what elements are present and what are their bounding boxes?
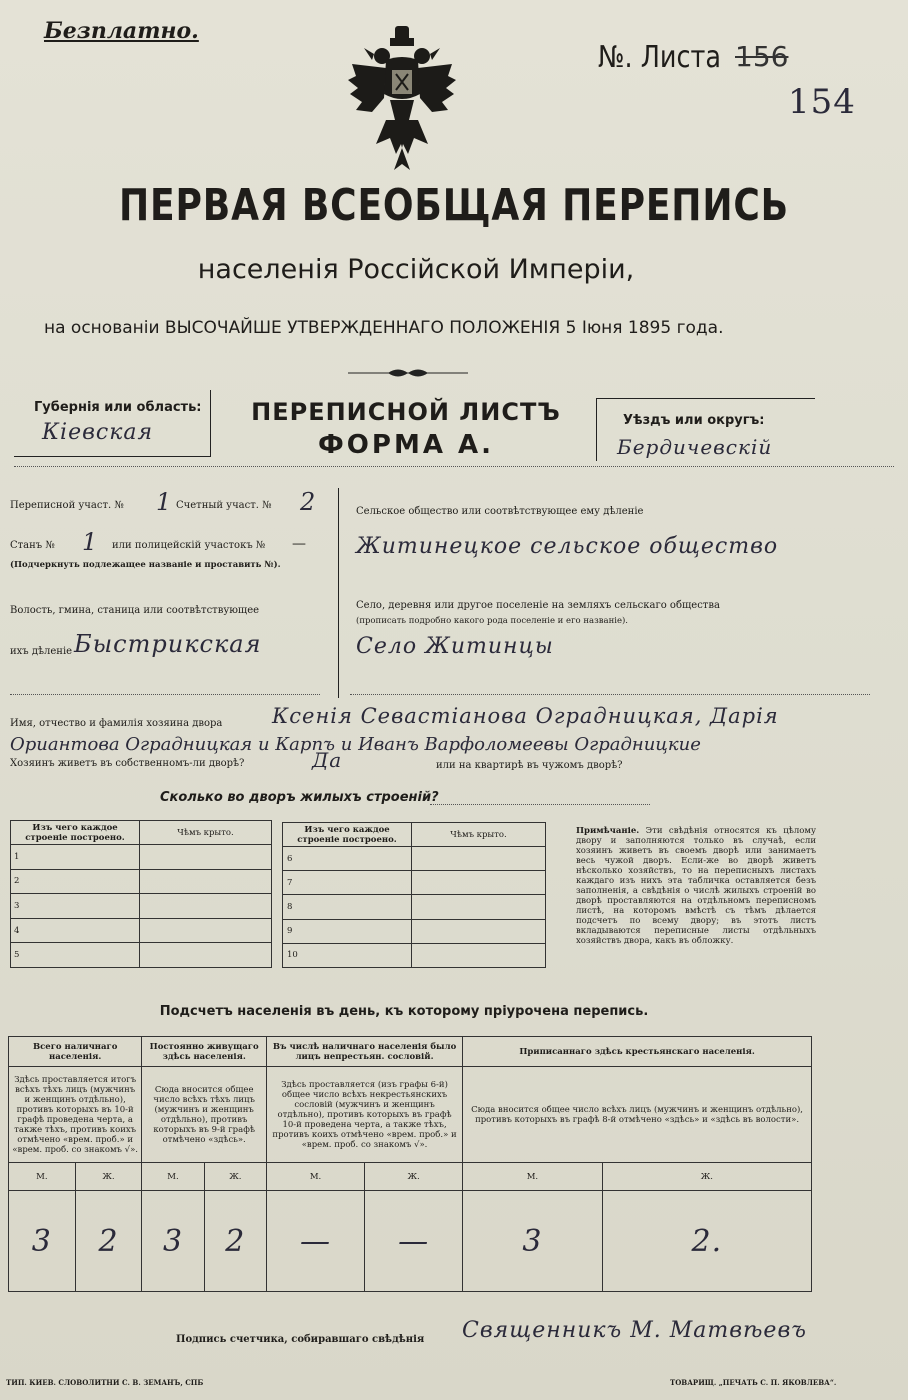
village-label: Село, деревня или другое поселеніе на земляхъ сельскаго общества: [356, 600, 720, 611]
perepisnoy-value: 1: [156, 488, 173, 516]
row-num: 4: [11, 918, 140, 943]
count-title: Подсчетъ населенія въ день, къ которому пріурочена перепись.: [159, 1004, 649, 1019]
owner-value-2: Ориантова Оградницкая и Карпъ и Иванъ Варфоломеевы Оградницкие: [10, 734, 701, 755]
form-letter: ФОРМА А.: [318, 430, 494, 460]
col1-desc: Здѣсь проставляется итогъ всѣхъ тѣхъ лицъ (мужчинъ и женщинъ отдѣльно), противъ которыхъ въ 10-й графѣ проведена черта, а также тѣхъ, противъ коихъ отмѣчено «врем. проб.» и «врем. проб. со знакомъ √».: [9, 1067, 142, 1163]
schetny-value: 2: [300, 488, 317, 516]
free-label: Безплатно.: [44, 18, 199, 44]
col3-head: Въ числѣ наличнаго населенія было лицъ непрестьян. сословій.: [266, 1037, 462, 1067]
uezd-value: Бердичевскiй: [617, 435, 773, 459]
m-header: М.: [463, 1163, 603, 1191]
col2-desc: Сюда вносится общее число всѣхъ тѣхъ лицъ (мужчинъ и женщинъ отдѣльно), противъ которыхъ въ 9-й графѣ отмѣчено «здѣсь».: [142, 1067, 267, 1163]
zh-header: Ж.: [75, 1163, 142, 1191]
col-material: Изъ чего каждое строеніе построено.: [283, 823, 412, 847]
col4-head: Приписаннаго здѣсь крестьянскаго населенія.: [463, 1037, 812, 1067]
col-roof: Чѣмъ крыто.: [412, 823, 546, 847]
m-header: М.: [266, 1163, 364, 1191]
row-num: 10: [283, 943, 412, 967]
zh-header: Ж.: [204, 1163, 266, 1191]
rent-label: или на квартирѣ въ чужомъ дворѣ?: [436, 760, 623, 771]
row-num: 2: [11, 869, 140, 894]
village-note: (прописать подробно какого рода поселеніе и его названіе).: [356, 616, 628, 626]
count-value: 3: [463, 1191, 603, 1292]
legal-basis: на основаніи ВЫСОЧАЙШЕ УТВЕРЖДЕННАГО ПОЛОЖЕНІЯ 5 Іюня 1895 года.: [44, 318, 724, 338]
footer-left: ТИП. КИЕВ. СЛОВОЛИТНИ С. В. ЗЕМАНЪ, СПБ: [6, 1378, 204, 1387]
zh-header: Ж.: [602, 1163, 811, 1191]
sheet-number-label: №. Листа: [598, 40, 721, 75]
buildings-note: [576, 826, 816, 946]
own-yard-label: Хозяинъ живетъ въ собственномъ-ли дворѣ?: [10, 758, 245, 769]
row-num: 5: [11, 943, 140, 968]
main-title: ПЕРВАЯ ВСЕОБЩАЯ ПЕРЕПИСЬ: [119, 180, 789, 231]
volost-value: Быстрикская: [74, 630, 262, 658]
col-material: Изъ чего каждое строеніе построено.: [11, 821, 140, 845]
signature-value: Священникъ М. Матвѣевъ: [462, 1318, 807, 1343]
row-num: 8: [283, 895, 412, 919]
gubernia-box: [14, 390, 211, 457]
police-label: или полицейскій участокъ №: [112, 540, 266, 551]
owner-value-1: Ксенiя Севастiанова Оградницкая, Дарiя: [272, 704, 779, 728]
form-title: ПЕРЕПИСНОЙ ЛИСТЪ: [251, 398, 561, 426]
owner-label: Имя, отчество и фамилія хозяина двора: [10, 718, 223, 729]
col1-head: Всего наличнаго населенія.: [9, 1037, 142, 1067]
zh-header: Ж.: [365, 1163, 463, 1191]
population-count-table: [8, 1036, 812, 1292]
ornament-divider: [348, 366, 468, 380]
underline-note: (Подчеркнуть подлежащее названіе и проставить №).: [10, 560, 281, 570]
society-label: Сельское общество или соотвѣтствующее ему дѣленіе: [356, 506, 644, 517]
sheet-number-hand: 154: [788, 82, 856, 122]
count-value: —: [266, 1191, 364, 1292]
col2-head: Постоянно живущаго здѣсь населенія.: [142, 1037, 267, 1067]
stan-value: 1: [82, 528, 99, 556]
count-value: 3: [142, 1191, 204, 1292]
uezd-box: [596, 398, 815, 461]
buildings-table-right: [282, 822, 546, 968]
row-num: 1: [11, 845, 140, 870]
gubernia-label: Губернія или область:: [34, 400, 202, 415]
row-num: 6: [283, 847, 412, 871]
stan-label: Станъ №: [10, 540, 55, 551]
count-value: 2.: [602, 1191, 811, 1292]
col4-desc: Сюда вносится общее число всѣхъ лицъ (мужчинъ и женщинъ отдѣльно), противъ которыхъ въ графѣ 8-й отмѣчено «здѣсь» и «здѣсь въ волости».: [463, 1067, 812, 1163]
m-header: М.: [142, 1163, 204, 1191]
count-value: —: [365, 1191, 463, 1292]
buildings-table-left: [10, 820, 272, 968]
col3-desc: Здѣсь проставляется (изъ графы 6-й) общее число всѣхъ некрестьянскихъ сословій (мужчинъ и женщинъ отдѣльно), противъ которыхъ въ графѣ 10-й проведена черта, а также тѣхъ, противъ коихъ отмѣчено «врем. проб.» и «врем. проб. со знакомъ √».: [266, 1067, 462, 1163]
double-headed-eagle-icon: [346, 24, 458, 174]
row-num: 9: [283, 919, 412, 943]
volost-label: Волость, гмина, станица или соотвѣтствующее: [10, 605, 260, 616]
col-roof: Чѣмъ крыто.: [140, 821, 272, 845]
row-num: 3: [11, 894, 140, 919]
uezd-label: Уѣздъ или округъ:: [623, 413, 765, 428]
row-num: 7: [283, 871, 412, 895]
note-title: Примѣчаніе.: [576, 826, 640, 836]
gubernia-value: Кiевская: [42, 420, 154, 445]
count-value: 2: [75, 1191, 142, 1292]
signature-label: Подпись счетчика, собиравшаго свѣдѣнія: [176, 1334, 425, 1345]
count-value: 2: [204, 1191, 266, 1292]
count-value: 3: [9, 1191, 76, 1292]
police-value: —: [292, 536, 306, 552]
village-value: Село Житинцы: [356, 634, 554, 659]
footer-right: ТОВАРИЩ. „ПЕЧАТЬ С. П. ЯКОВЛЕВА“.: [670, 1378, 837, 1387]
m-header: М.: [9, 1163, 76, 1191]
volost-label-2: ихъ дѣленіе: [10, 646, 73, 657]
perepisnoy-label: Переписной участ. №: [10, 500, 124, 511]
subtitle: населенія Россійской Имперіи,: [197, 254, 635, 285]
society-value: Житинецкое сельское общество: [356, 534, 779, 559]
sheet-number-struck: 156: [735, 40, 789, 73]
note-text: Эти свѣдѣнія относятся къ цѣлому двору и заполняются только въ случаѣ, если хозяинъ живетъ въ своемъ дворѣ или занимаетъ весь чужой дворъ. Если-же во дворѣ живетъ нѣсколько хозяйствъ, то на переписныхъ листахъ каждаго изъ нихъ эта табличка оставляется безъ заполненія, а свѣдѣнія о числѣ жилыхъ строеній во дворѣ проставляются на отдѣльномъ переписномъ листѣ, на которомъ вмѣстѣ съ тѣмъ дѣлается подсчетъ по всему двору; въ этотъ листъ вкладываются переписные листы отдѣльныхъ хозяйствъ двора, какъ въ обложку.: [576, 826, 816, 946]
schetny-label: Счетный участ. №: [176, 500, 272, 511]
own-yard-value: Да: [312, 748, 343, 772]
buildings-question: Сколько во дворъ жилыхъ строеній?: [160, 790, 439, 805]
